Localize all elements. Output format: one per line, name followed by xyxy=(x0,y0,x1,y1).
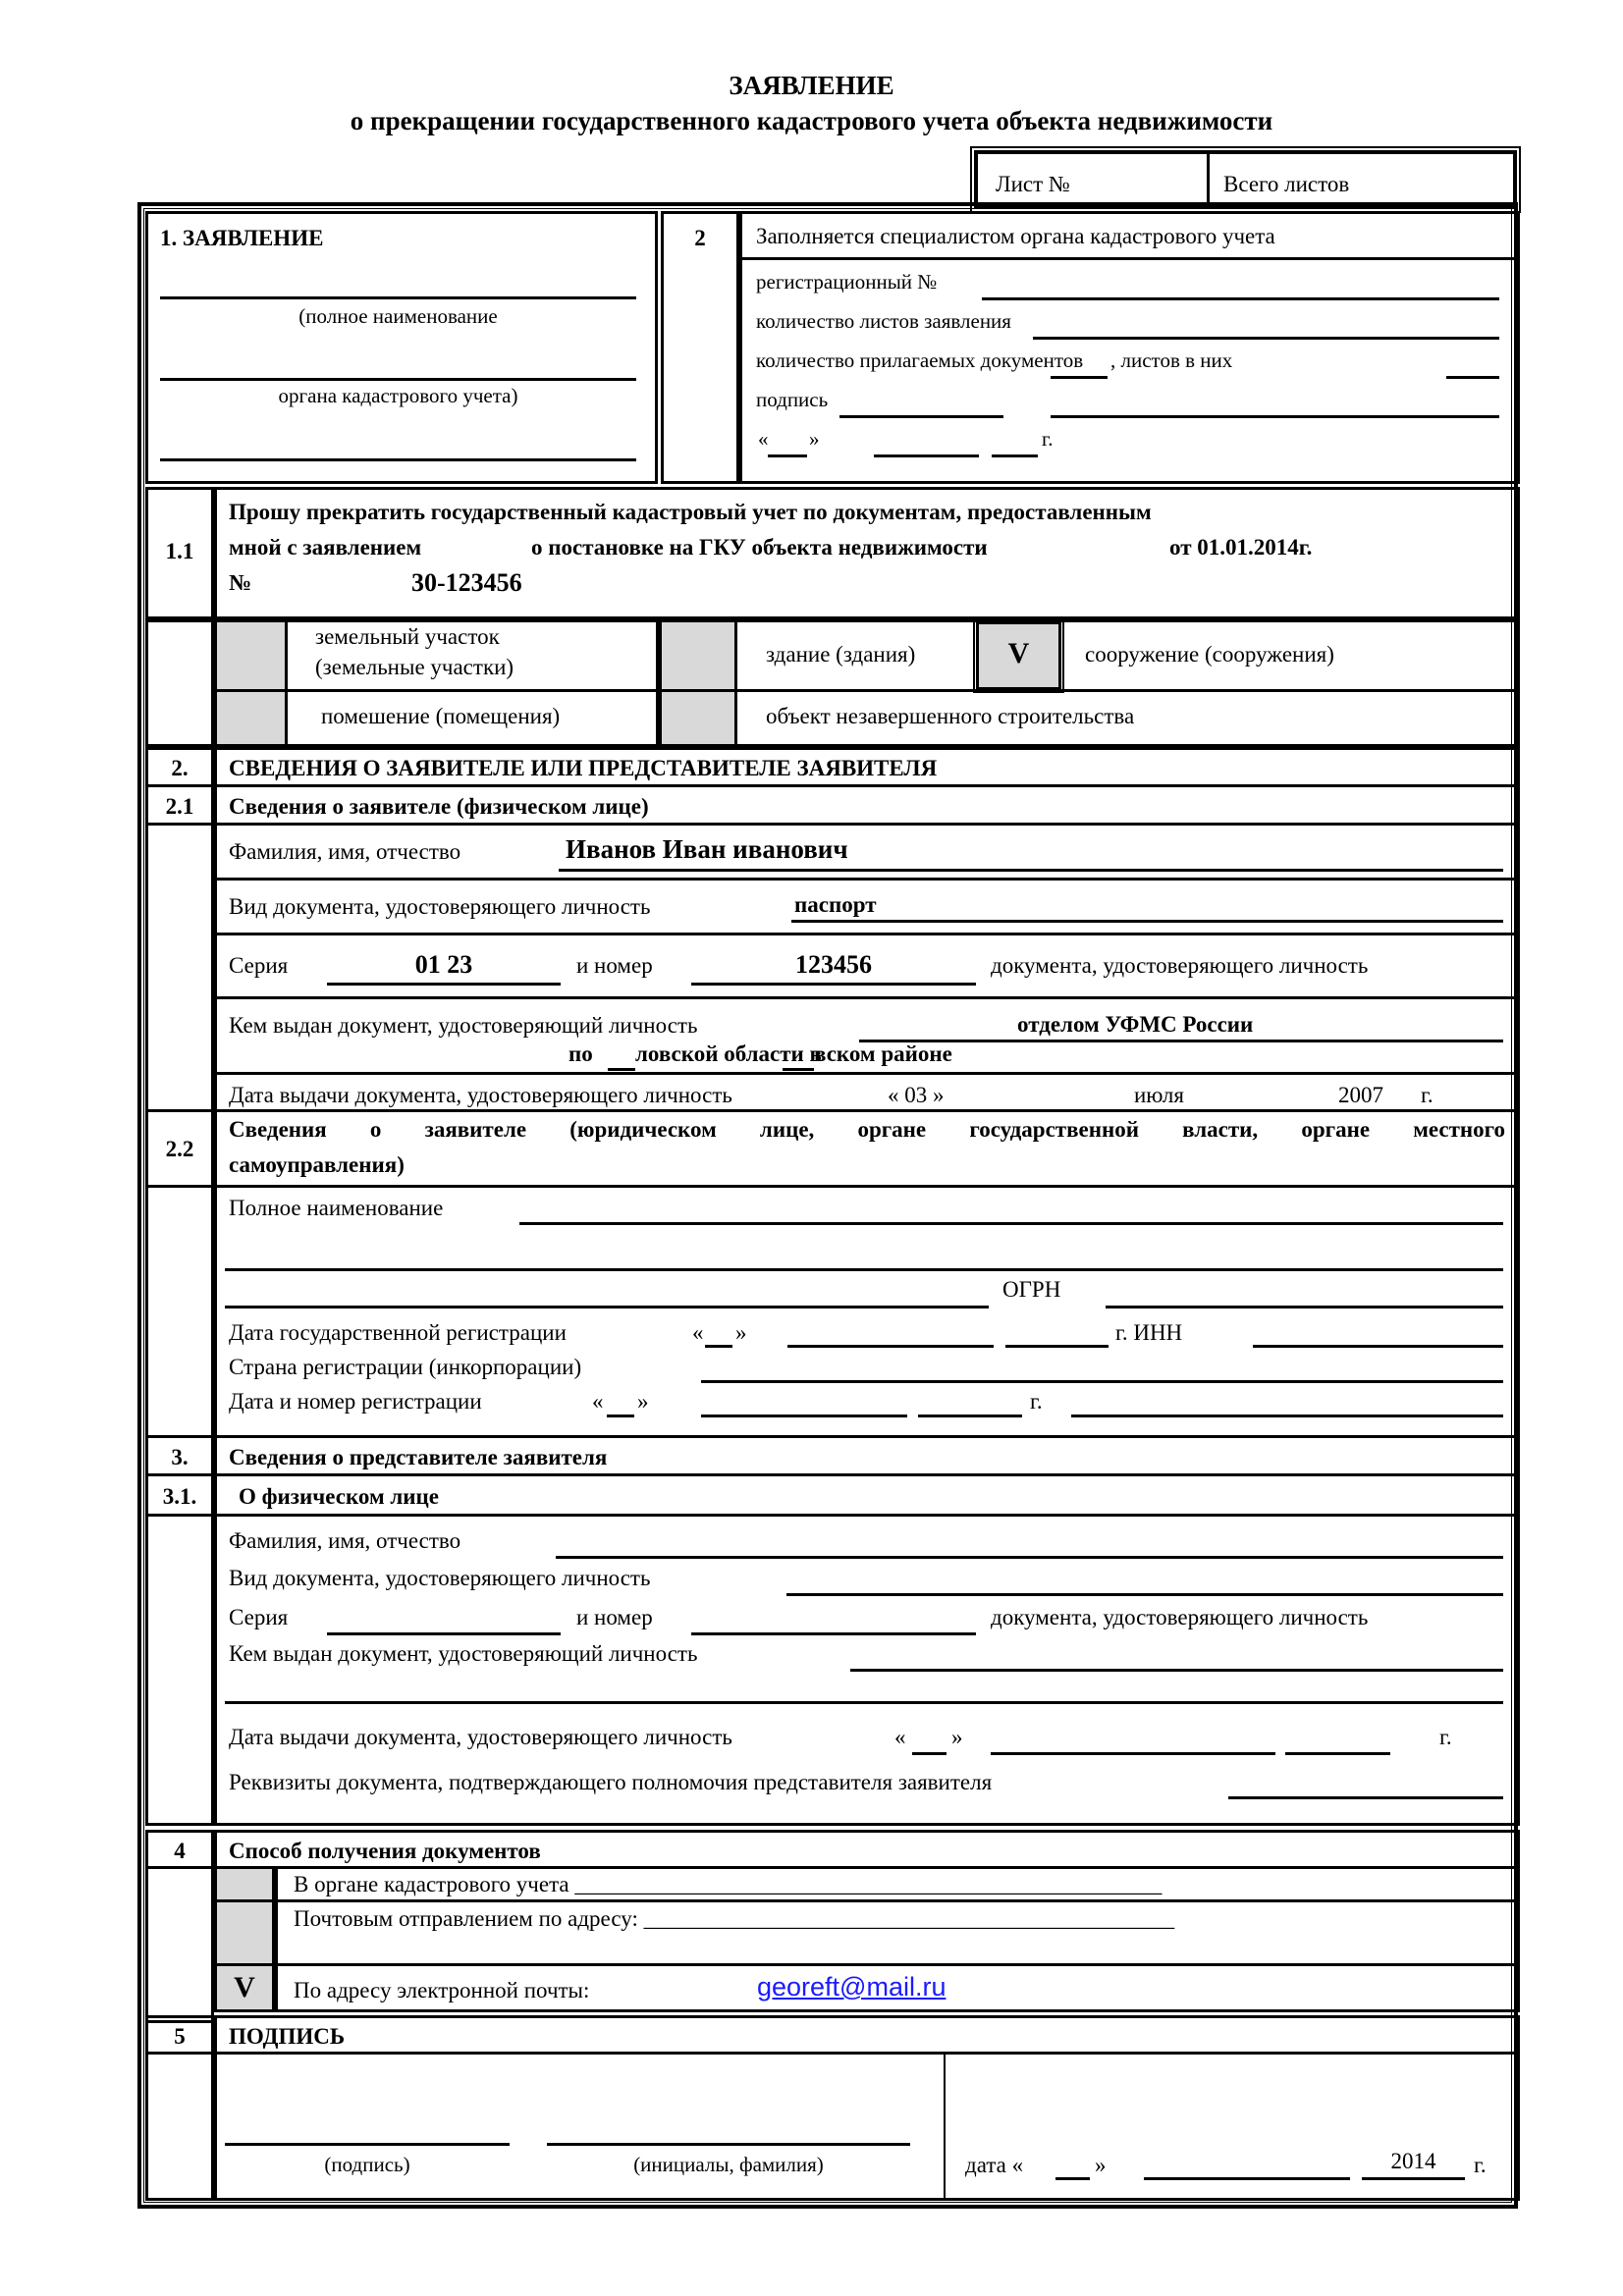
applicant-number-label: и номер xyxy=(576,953,653,978)
section2-title-cell xyxy=(214,747,1520,787)
sheets-count-label: количество листов заявления xyxy=(756,309,1011,333)
date-month-field[interactable] xyxy=(1144,2177,1350,2180)
delivery-office-label: В органе кадастрового учета ____________________________________________________ xyxy=(294,1872,1163,1896)
date-close-quote: » xyxy=(1095,2153,1107,2177)
sheet-no-label: Лист № xyxy=(996,172,1070,196)
applicant-number-value[interactable]: 123456 xyxy=(795,950,872,979)
applicant-issued-by-blank2 xyxy=(783,1068,814,1071)
applicant-number-line xyxy=(691,983,976,986)
rep-series-field[interactable] xyxy=(327,1632,561,1635)
sheet-info-box xyxy=(974,150,1517,209)
applicant-fio-line xyxy=(559,869,1503,872)
section2-2-side-cell xyxy=(145,1185,214,1438)
rep-number-field[interactable] xyxy=(691,1632,976,1635)
checkbox-structure[interactable]: V xyxy=(976,621,1061,690)
section2-2-title-cell xyxy=(214,1109,1520,1188)
initials-caption: (инициалы, фамилия) xyxy=(633,2153,824,2176)
official-signature-field[interactable] xyxy=(839,415,1003,418)
rep-issued-by-label: Кем выдан документ, удостоверяющий личность xyxy=(229,1641,698,1666)
applicant-doc-type-label: Вид документа, удостоверяющего личность xyxy=(229,894,651,919)
section4-number: 4 xyxy=(174,1839,186,1863)
section2-1-title: Сведения о заявителе (физическом лице) xyxy=(229,794,649,819)
official-date-year-field[interactable] xyxy=(992,454,1038,457)
official-name-field[interactable] xyxy=(1051,415,1499,418)
date-close-quote: » xyxy=(809,427,820,451)
applicant-issued-by-line2b[interactable]: ловской области в xyxy=(635,1041,822,1066)
inn-label: г. ИНН xyxy=(1115,1320,1183,1345)
delivery-email-row xyxy=(275,1963,1520,2012)
rep-issue-year-suffix: г. xyxy=(1439,1725,1452,1749)
reg-no-label: регистрационный № xyxy=(756,270,938,294)
rep-fio-field[interactable] xyxy=(556,1556,1503,1559)
applicant-issued-by-row xyxy=(214,996,1520,1075)
section3-title-cell xyxy=(214,1435,1520,1476)
section2-number: 2. xyxy=(171,756,189,780)
signature-caption: (подпись) xyxy=(324,2153,410,2176)
rep-doc-type-field[interactable] xyxy=(786,1593,1503,1596)
document-title: ЗАЯВЛЕНИЕ xyxy=(729,71,894,100)
delivery-office-row xyxy=(275,1866,1520,1902)
section1-title: 1. ЗАЯВЛЕНИЕ xyxy=(160,226,324,250)
official-header-box xyxy=(739,211,1520,260)
ogrn-label: ОГРН xyxy=(1002,1277,1061,1302)
section2-title: СВЕДЕНИЯ О ЗАЯВИТЕЛЕ ИЛИ ПРЕДСТАВИТЕЛЕ ЗАЯВИТЕЛЯ xyxy=(229,756,938,780)
section3-1-body xyxy=(214,1514,1520,1826)
rep-doc-type-label: Вид документа, удостоверяющего личность xyxy=(229,1566,651,1590)
section1-caption-1: (полное наименование xyxy=(298,304,498,328)
applicant-issued-by-line2c[interactable]: вском районе xyxy=(814,1041,952,1066)
checkbox-building[interactable] xyxy=(659,619,737,692)
legal-full-name-field-2[interactable] xyxy=(225,1268,1503,1271)
delivery-post-label: Почтовым отправлением по адресу: _______________________________________________ xyxy=(294,1906,1175,1931)
unfinished-label: объект незавершенного строительства xyxy=(766,704,1135,728)
section3-title: Сведения о представителе заявителя xyxy=(229,1445,608,1469)
section5-title: ПОДПИСЬ xyxy=(229,2024,346,2049)
section2-2-body xyxy=(214,1185,1520,1438)
reg-date-no-year-field[interactable] xyxy=(918,1415,1022,1417)
sheet-box-divider xyxy=(1207,154,1210,205)
section1-1-number-cell xyxy=(145,487,214,619)
checkbox-unfinished[interactable] xyxy=(659,689,737,747)
request-text-part-b: о постановке на ГКУ объекта недвижимости xyxy=(531,535,988,560)
docs-sheets-field[interactable] xyxy=(1446,376,1499,379)
premises-cell xyxy=(288,689,659,747)
applicant-doc-suffix: документа, удостоверяющего личность xyxy=(991,953,1369,978)
section2-1-number-cell xyxy=(145,784,214,826)
section4-title-cell xyxy=(214,1830,1520,1869)
section1-1-text-cell xyxy=(214,487,1520,619)
official-date-month-field[interactable] xyxy=(874,454,979,457)
date-year-value[interactable]: 2014 xyxy=(1390,2149,1436,2173)
authority-name-field-2[interactable] xyxy=(160,378,636,381)
section2-2-title-line2: самоуправления) xyxy=(229,1152,405,1177)
rep-issued-by-field-2[interactable] xyxy=(225,1701,1503,1704)
section2-1-number: 2.1 xyxy=(165,794,194,819)
reg-date-year-field[interactable] xyxy=(1005,1345,1109,1348)
authority-name-field-3[interactable] xyxy=(160,458,636,461)
official-number-box xyxy=(661,211,739,484)
rep-authority-doc-label: Реквизиты документа, подтверждающего полномочия представителя заявителя xyxy=(229,1770,993,1794)
applicant-fio-value[interactable]: Иванов Иван иванович xyxy=(566,834,848,864)
docs-sheets-label: , листов в них xyxy=(1110,348,1233,372)
official-number: 2 xyxy=(694,226,706,250)
checkbox-delivery-post[interactable] xyxy=(214,1899,275,1966)
section1-1-number: 1.1 xyxy=(165,539,194,563)
applicant-issued-by-line2a[interactable]: по xyxy=(568,1041,593,1066)
applicant-series-label: Серия xyxy=(229,953,289,978)
section3-1-number-cell xyxy=(145,1473,214,1517)
section5-number-cell xyxy=(145,2015,214,2055)
date-year-line xyxy=(1362,2177,1465,2180)
rep-number-label: и номер xyxy=(576,1605,653,1629)
rep-authority-doc-field[interactable] xyxy=(1228,1796,1503,1799)
rep-issue-month-field[interactable] xyxy=(991,1752,1275,1755)
checkbox-delivery-email[interactable]: V xyxy=(214,1963,275,2012)
document-subtitle: о прекращении государственного кадастрового учета объекта недвижимости xyxy=(350,106,1273,135)
section3-1-title: О физическом лице xyxy=(239,1484,440,1509)
date-year-suffix: г. xyxy=(1474,2153,1487,2177)
land-plot-label-2: (земельные участки) xyxy=(315,655,514,679)
section2-1-title-cell xyxy=(214,784,1520,826)
reg-date-no-month-field[interactable] xyxy=(701,1415,907,1417)
applicant-issue-date-label: Дата выдачи документа, удостоверяющего личность xyxy=(229,1083,732,1107)
building-label: здание (здания) xyxy=(766,642,916,667)
applicant-issued-by-label: Кем выдан документ, удостоверяющий личность xyxy=(229,1013,698,1038)
reg-date-day-field[interactable] xyxy=(705,1345,732,1348)
applicant-doc-type-row xyxy=(214,878,1520,935)
section2-2-title-line1: Сведения о заявителе (юридическом лице, органе государственной власти, органе местного xyxy=(229,1117,1505,1142)
applicant-issued-by-line1[interactable]: отделом УФМС России xyxy=(1017,1012,1254,1037)
applicant-series-line xyxy=(327,983,561,986)
date-label: дата « xyxy=(965,2153,1024,2177)
docs-count-field[interactable] xyxy=(1051,376,1108,379)
applicant-fio-row xyxy=(214,823,1520,881)
authority-name-field-1[interactable] xyxy=(160,296,636,299)
date-day-field[interactable] xyxy=(1055,2177,1090,2180)
reg-date-no-label: Дата и номер регистрации xyxy=(229,1389,482,1414)
applicant-series-row xyxy=(214,933,1520,999)
legal-full-name-field-3[interactable] xyxy=(225,1306,989,1308)
section3-number-cell xyxy=(145,1435,214,1476)
section3-1-title-cell xyxy=(214,1473,1520,1517)
section2-2-number-cell xyxy=(145,1109,214,1188)
applicant-issue-year[interactable]: 2007 xyxy=(1338,1083,1383,1107)
rep-series-label: Серия xyxy=(229,1605,289,1629)
rep-fio-label: Фамилия, имя, отчество xyxy=(229,1528,461,1553)
ogrn-field[interactable] xyxy=(1106,1306,1503,1308)
rep-issued-by-field[interactable] xyxy=(850,1669,1503,1672)
signature-label: подпись xyxy=(756,388,829,411)
legal-full-name-field[interactable] xyxy=(519,1222,1503,1225)
applicant-issue-day[interactable]: « 03 » xyxy=(888,1083,945,1107)
official-fields-box xyxy=(739,257,1520,484)
section5-side-cell xyxy=(145,2052,214,2201)
reg-date-no-quote-open: « xyxy=(592,1389,604,1414)
section4-side-cell xyxy=(145,1866,214,2023)
reg-date-label: Дата государственной регистрации xyxy=(229,1320,567,1345)
premises-label: помешение (помещения) xyxy=(321,704,561,728)
date-open-quote: « xyxy=(758,427,769,451)
section4-title: Способ получения документов xyxy=(229,1839,541,1863)
rep-issue-day-field[interactable] xyxy=(912,1752,947,1755)
request-no-value: 30-123456 xyxy=(411,568,522,597)
checkbox-delivery-office[interactable] xyxy=(214,1866,275,1902)
checkbox-premises[interactable] xyxy=(214,689,288,747)
request-text-part-c: от 01.01.2014г. xyxy=(1169,535,1313,560)
signature-field[interactable] xyxy=(225,2143,510,2146)
delivery-email-link[interactable]: georeft@mail.ru xyxy=(757,1972,947,2002)
official-title: Заполняется специалистом органа кадастрового учета xyxy=(756,224,1275,248)
section2-2-number: 2.2 xyxy=(165,1137,194,1161)
request-text-line1: Прошу прекратить государственный кадастровый учет по документам, предоставленным xyxy=(229,500,1152,524)
applicant-issued-by-line xyxy=(859,1040,1503,1042)
section5-number: 5 xyxy=(174,2024,186,2049)
applicant-doc-type-value[interactable]: паспорт xyxy=(794,892,877,917)
applicant-series-value[interactable]: 01 23 xyxy=(414,950,473,979)
section5-title-cell xyxy=(214,2015,1520,2055)
section5-divider xyxy=(944,2055,946,2198)
reg-no-field[interactable] xyxy=(982,297,1499,300)
section1-box xyxy=(145,211,658,484)
rep-issue-year-field[interactable] xyxy=(1285,1752,1390,1755)
reg-date-quote-close: » xyxy=(735,1320,747,1345)
reg-number-field[interactable] xyxy=(1071,1415,1503,1417)
sheets-count-field[interactable] xyxy=(1033,337,1499,340)
section1-caption-2: органа кадастрового учета) xyxy=(278,384,518,407)
delivery-email-label: По адресу электронной почты: xyxy=(294,1978,590,2002)
country-label: Страна регистрации (инкорпорации) xyxy=(229,1355,582,1379)
section2-number-cell xyxy=(145,747,214,787)
objects-number-cell xyxy=(145,619,214,747)
structure-label: сооружение (сооружения) xyxy=(1085,642,1334,667)
rep-issue-date-quote-open: « xyxy=(894,1725,906,1749)
section3-1-number: 3.1. xyxy=(162,1484,197,1509)
official-date-day-field[interactable] xyxy=(768,454,807,457)
applicant-issue-month[interactable]: июля xyxy=(1134,1083,1184,1107)
docs-count-label: количество прилагаемых документов xyxy=(756,348,1084,372)
legal-full-name-label: Полное наименование xyxy=(229,1196,444,1220)
reg-date-month-field[interactable] xyxy=(787,1345,994,1348)
applicant-fio-label: Фамилия, имя, отчество xyxy=(229,839,461,864)
rep-issue-date-label: Дата выдачи документа, удостоверяющего личность xyxy=(229,1725,732,1749)
applicant-issued-by-blank1 xyxy=(608,1068,635,1071)
applicant-doc-type-line xyxy=(791,920,1503,923)
inn-field[interactable] xyxy=(1253,1345,1503,1348)
applicant-issue-year-suffix: г. xyxy=(1421,1083,1434,1107)
reg-date-no-quote-close: » xyxy=(637,1389,649,1414)
rep-doc-suffix: документа, удостоверяющего личность xyxy=(991,1605,1369,1629)
year-suffix: г. xyxy=(1042,427,1054,451)
reg-date-quote-open: « xyxy=(692,1320,704,1345)
section2-1-side-cell xyxy=(145,823,214,1112)
request-text-part-a: мной с заявлением xyxy=(229,535,422,560)
request-no-label: № xyxy=(229,570,252,595)
section3-number: 3. xyxy=(171,1445,189,1469)
section5-body xyxy=(214,2052,1520,2201)
country-field[interactable] xyxy=(701,1380,1503,1383)
delivery-post-row xyxy=(275,1899,1520,1966)
reg-date-no-year-suffix: г. xyxy=(1030,1389,1043,1414)
applicant-issue-date-row xyxy=(214,1072,1520,1112)
reg-date-no-day-field[interactable] xyxy=(607,1415,634,1417)
total-sheets-label: Всего листов xyxy=(1223,172,1350,196)
section4-number-cell xyxy=(145,1830,214,1869)
land-plot-label-1: земельный участок xyxy=(315,624,500,649)
checkbox-land-plot[interactable] xyxy=(214,619,288,692)
rep-issue-date-quote-close: » xyxy=(951,1725,963,1749)
initials-field[interactable] xyxy=(547,2143,910,2146)
land-plot-cell xyxy=(288,619,659,692)
section3-1-side-cell xyxy=(145,1514,214,1826)
